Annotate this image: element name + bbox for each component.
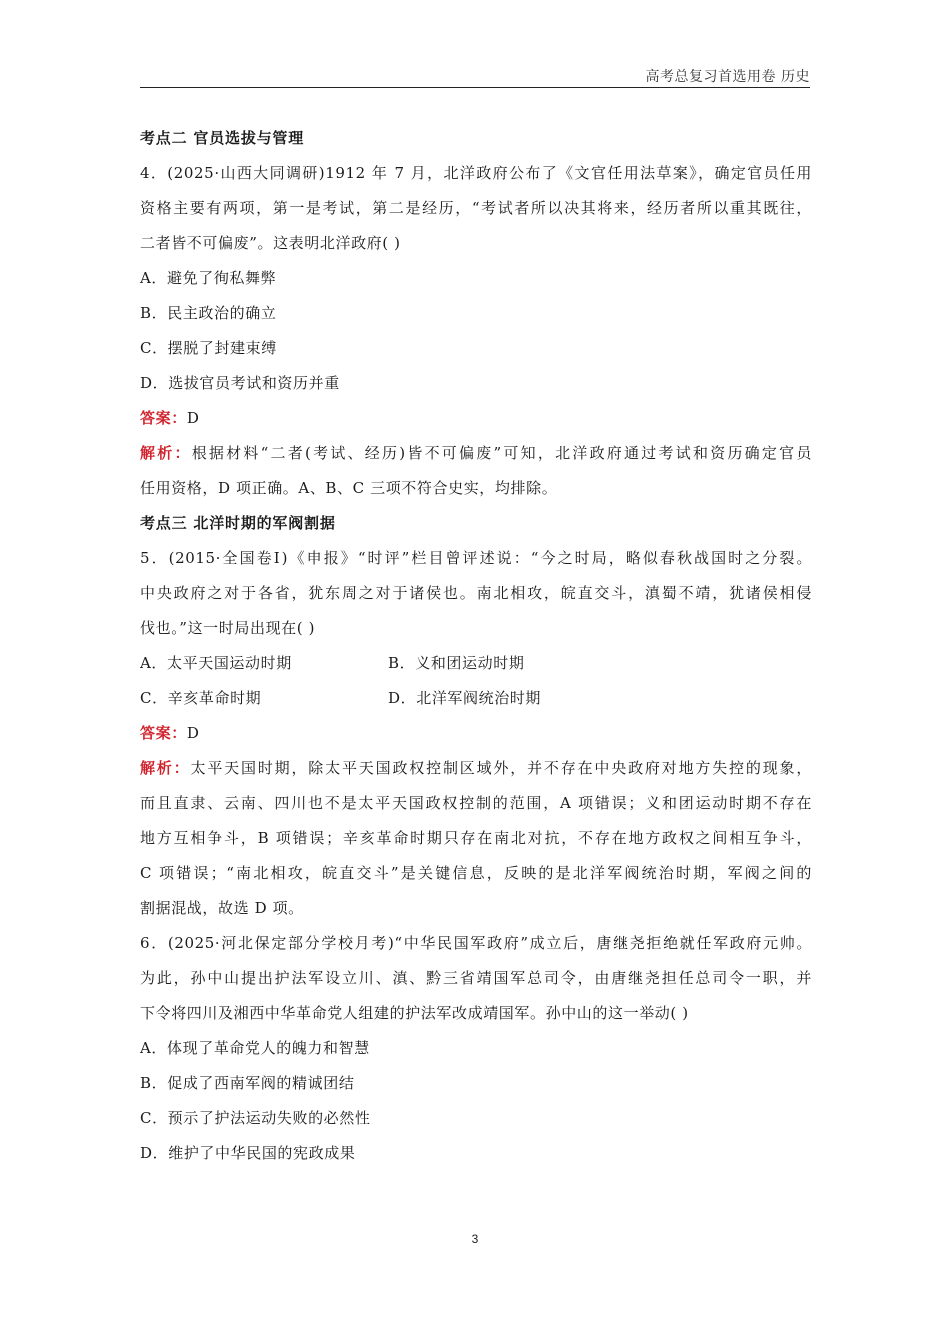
q5-option-a: A．太平天国运动时期 — [140, 654, 292, 672]
q5-analysis-line-2: 而且直隶、云南、四川也不是太平天国政权控制的范围，A 项错误；义和团运动时期不存在 — [140, 794, 812, 812]
q5-options-row-1 — [140, 646, 812, 681]
q6-stem-line-2: 为此，孙中山提出护法军设立川、滇、黔三省靖国军总司令，由唐继尧担任总司令一职，并 — [140, 969, 812, 987]
answer-value: D — [186, 724, 200, 742]
q5-analysis-line-3: 地方互相争斗，B 项错误；辛亥革命时期只存在南北对抗，不存在地方政权之间相互争斗， — [140, 829, 812, 847]
question-4 — [140, 156, 812, 506]
q5-analysis-line-4: C 项错误；“南北相攻，皖直交斗”是关键信息，反映的是北洋军阀统治时期，军阀之间的 — [140, 864, 812, 882]
running-header: 高考总复习首选用卷 历史 — [645, 69, 810, 85]
header-divider — [140, 87, 810, 88]
q5-option-b: B．义和团运动时期 — [388, 654, 525, 672]
page-content — [140, 121, 812, 1171]
q5-options-row-2 — [140, 681, 812, 716]
q6-option-c: C．预示了护法运动失败的必然性 — [140, 1109, 371, 1127]
analysis-label: 解析： — [140, 759, 191, 777]
analysis-text: 太平天国时期，除太平天国政权控制区域外，并不存在中央政府对地方失控的现象， — [190, 759, 812, 777]
q4-option-b: B．民主政治的确立 — [140, 304, 277, 322]
answer-label: 答案： — [140, 724, 187, 742]
q5-option-c: C．辛亥革命时期 — [140, 689, 262, 707]
q5-analysis-line-5: 割据混战，故选 D 项。 — [140, 899, 304, 917]
q4-stem-line-3: 二者皆不可偏废”。这表明北洋政府( ) — [140, 234, 401, 252]
q5-stem-line-1: 5．(2015·全国卷Ⅰ)《申报》“时评”栏目曾评述说：“今之时局，略似春秋战国时之分裂。 — [140, 549, 812, 567]
q4-option-a: A．避免了徇私舞弊 — [140, 269, 277, 287]
q4-analysis-line-2: 任用资格，D 项正确。A、B、C 三项不符合史实，均排除。 — [140, 479, 558, 497]
q5-analysis-line-1 — [140, 751, 812, 786]
q5-stem-line-3: 伐也。”这一时局出现在( ) — [140, 619, 316, 637]
q4-option-d: D．选拔官员考试和资历并重 — [140, 374, 340, 392]
analysis-label: 解析： — [140, 444, 192, 462]
q6-option-d: D．维护了中华民国的宪政成果 — [140, 1144, 356, 1162]
q6-option-b: B．促成了西南军阀的精诚团结 — [140, 1074, 355, 1092]
analysis-text: 根据材料“二者(考试、经历)皆不可偏废”可知，北洋政府通过考试和资历确定官员 — [191, 444, 812, 462]
answer-label: 答案： — [140, 409, 187, 427]
q4-stem-line-1: 4．(2025·山西大同调研)1912 年 7 月，北洋政府公布了《文官任用法草案》，确定官员任用 — [140, 164, 812, 182]
q6-option-a: A．体现了革命党人的魄力和智慧 — [140, 1039, 370, 1057]
answer-value: D — [186, 409, 200, 427]
q4-answer — [140, 401, 812, 436]
page-number: 3 — [471, 1232, 479, 1246]
question-6 — [140, 926, 812, 1171]
q6-stem-line-1: 6．(2025·河北保定部分学校月考)“中华民国军政府”成立后，唐继尧拒绝就任军政府元帅。 — [140, 934, 812, 952]
section-title-3: 考点三 北洋时期的军阀割据 — [140, 514, 336, 532]
q4-stem-line-2: 资格主要有两项，第一是考试，第二是经历，“考试者所以决其将来，经历者所以重其既往， — [140, 199, 812, 217]
question-5 — [140, 541, 812, 926]
q4-analysis-line-1 — [140, 436, 812, 471]
q6-stem-line-3: 下令将四川及湘西中华革命党人组建的护法军改成靖国军。孙中山的这一举动( ) — [140, 1004, 689, 1022]
q4-option-c: C．摆脱了封建束缚 — [140, 339, 277, 357]
q5-answer — [140, 716, 812, 751]
q5-option-d: D．北洋军阀统治时期 — [388, 689, 542, 707]
q5-stem-line-2: 中央政府之对于各省，犹东周之对于诸侯也。南北相攻，皖直交斗，滇蜀不靖，犹诸侯相侵 — [140, 584, 812, 602]
section-title-2: 考点二 官员选拔与管理 — [140, 129, 305, 147]
